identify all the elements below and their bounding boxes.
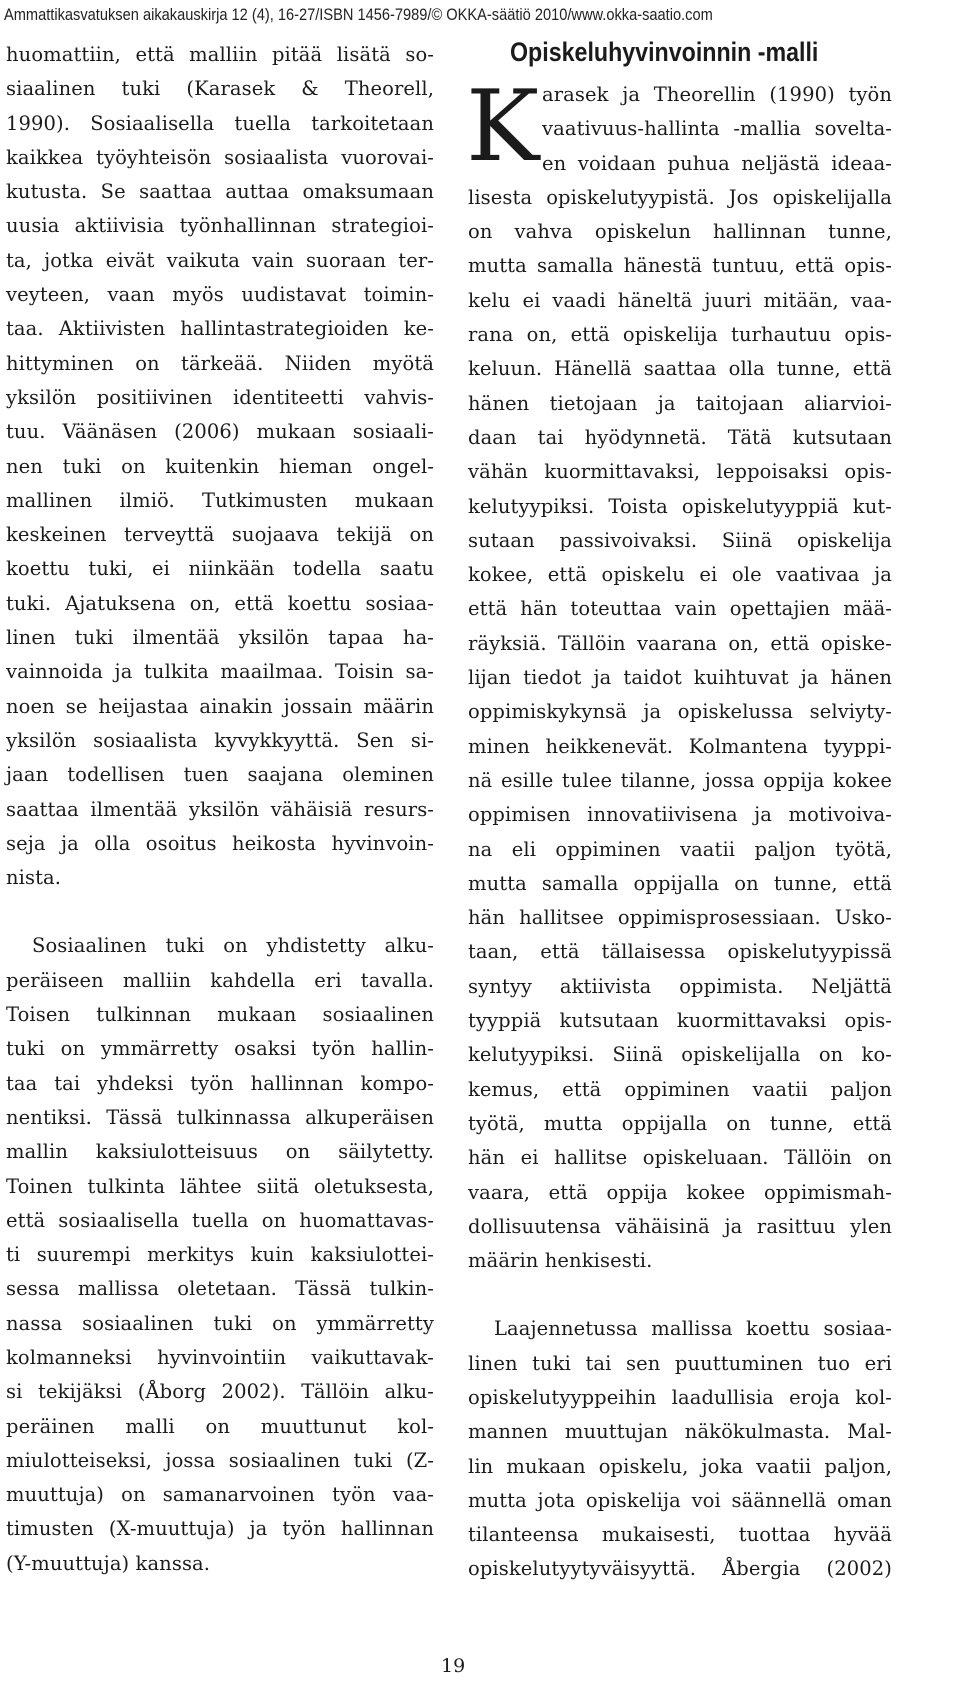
- dropcap-block: [466, 70, 892, 184]
- text-line: kaikkea työyhteisön sosiaalista vuorovai-: [6, 145, 434, 169]
- journal-citation: Ammattikasvatuksen aikakauskirja 12 (4), 16-27/ISBN 1456-7989/© OKKA-säätiö 2010/www.okka-saatio.com: [4, 5, 713, 24]
- text-line: nen tuki on kuitenkin hieman ongel-: [6, 454, 434, 478]
- text-line: Sosiaalinen tuki on yhdistetty alku-: [32, 934, 434, 958]
- text-line: tuu. Väänäsen (2006) mukaan sosiaali-: [6, 420, 434, 444]
- text-line: peräiseen malliin kahdella eri tavalla.: [6, 968, 434, 992]
- right-column: [468, 38, 892, 1587]
- text-line: nassa sosiaalinen tuki on ymmärretty: [6, 1311, 434, 1335]
- paragraph-gap: [468, 1278, 892, 1312]
- text-line: mannen muuttujan näkökulmasta. Mal-: [468, 1420, 892, 1444]
- text-line: huomattiin, että malliin pitää lisätä so-: [6, 43, 434, 66]
- right-paragraph-2: [468, 1312, 892, 1586]
- text-line: kolmanneksi hyvinvointiin vaikuttavak-: [6, 1345, 434, 1369]
- paragraph-gap: [6, 895, 434, 929]
- text-line: muuttuja) on samanarvoinen työn vaa-: [6, 1483, 434, 1507]
- text-line: keluun. Hänellä saattaa olla tunne, että: [468, 357, 892, 381]
- text-line: hänen tietojaan ja taitojaan aliarvioi-: [468, 391, 892, 415]
- text-line: mutta samalla oppijalla on tunne, että: [468, 871, 892, 895]
- text-line: en voidaan puhua neljästä ideaa-: [542, 151, 892, 175]
- text-line: jaan todellisen tuen saajana oleminen: [6, 763, 434, 787]
- text-line: että hän toteuttaa vain opettajien mää-: [468, 597, 892, 621]
- text-line: yksilön sosiaalista kyvykkyyttä. Sen si-: [6, 728, 434, 752]
- text-line: vainnoida ja tulkita maailmaa. Toisin sa-: [6, 660, 434, 684]
- page-number: 19: [441, 1655, 466, 1677]
- text-line: nä esille tulee tilanne, jossa oppija kokee: [468, 768, 892, 792]
- text-line: miulotteiseksi, jossa sosiaalinen tuki (Z-: [6, 1448, 434, 1472]
- text-line: linen tuki ilmentää yksilön tapaa ha-: [6, 626, 434, 650]
- text-line: taan, että tällaisessa opiskelutyypissä: [468, 940, 892, 964]
- text-line: yksilön positiivinen identiteetti vahvis-: [6, 385, 434, 409]
- text-line: (Y-muuttuja) kanssa.: [6, 1551, 211, 1575]
- text-line: sessa mallissa oletetaan. Tässä tulkin-: [6, 1277, 434, 1301]
- text-line: syntyy aktiivista oppimista. Neljättä: [468, 974, 892, 998]
- text-line: mutta jota opiskelija voi säännellä oman: [468, 1488, 892, 1512]
- dropcap-letter: K: [466, 70, 540, 184]
- text-line: mallin kaksiulotteisuus on säilytetty.: [6, 1140, 434, 1164]
- left-paragraph-2: [6, 929, 434, 1581]
- text-line: mutta samalla hänestä tuntuu, että opis-: [468, 254, 892, 278]
- text-line: mallinen ilmiö. Tutkimusten mukaan: [6, 488, 434, 512]
- text-line: kelu ei vaadi häneltä juuri mitään, vaa-: [468, 288, 892, 312]
- text-line: rana on, että opiskelija turhautuu opis-: [468, 323, 892, 347]
- text-line: noen se heijastaa ainakin jossain määrin: [6, 694, 434, 718]
- text-line: dollisuutensa vähäisinä ja rasittuu ylen: [468, 1214, 892, 1238]
- text-line: lisesta opiskelutyypistä. Jos opiskelijalla: [468, 185, 892, 209]
- text-line: siaalinen tuki (Karasek & Theorell,: [6, 77, 434, 101]
- left-paragraph-1: [6, 38, 434, 895]
- text-line: keskeinen terveyttä suojaava tekijä on: [6, 523, 434, 547]
- text-line: opiskelutyytyväisyyttä. Åbergia (2002): [468, 1557, 892, 1581]
- text-line: ta, jotka eivät vaikuta vain suoraan ter-: [6, 248, 434, 272]
- text-line: kelutyypiksi. Siinä opiskelijalla on ko-: [468, 1043, 892, 1067]
- text-line: na eli oppiminen vaatii paljon työtä,: [468, 837, 892, 861]
- text-line: minen heikkenevät. Kolmantena tyyppi-: [468, 734, 892, 758]
- text-line: hän ei hallitse opiskeluaan. Tällöin on: [468, 1146, 892, 1170]
- text-line: Toinen tulkinta lähtee siitä oletuksesta,: [6, 1174, 434, 1198]
- text-line: sutaan passivoivaksi. Siinä opiskelija: [468, 528, 892, 552]
- text-line: hän hallitsee oppimisprosessiaan. Usko-: [468, 906, 892, 930]
- journal-header: [0, 0, 960, 28]
- text-line: timusten (X-muuttuja) ja työn hallinnan: [6, 1517, 434, 1541]
- text-line: arasek ja Theorellin (1990) työn: [542, 83, 892, 106]
- text-line: tilanteensa mukaisesti, tuottaa hyvää: [468, 1523, 892, 1547]
- text-line: räyksiä. Tällöin vaarana on, että opiske-: [468, 631, 892, 655]
- text-line: vaativuus-hallinta -mallia sovelta-: [542, 117, 892, 141]
- text-line: 1990). Sosiaalisella tuella tarkoitetaan: [6, 111, 434, 135]
- text-line: kelutyypiksi. Toista opiskelutyyppiä kut-: [468, 494, 892, 518]
- text-line: kemus, että oppiminen vaatii paljon: [468, 1077, 892, 1101]
- text-line: Laajennetussa mallissa koettu sosiaa-: [494, 1317, 892, 1341]
- section-heading: Opiskeluhyvinvoinnin -malli: [510, 37, 819, 67]
- text-line: että sosiaalisella tuella on huomattavas-: [6, 1208, 434, 1232]
- text-line: nista.: [6, 866, 62, 890]
- left-column: [6, 38, 434, 1581]
- text-line: lin mukaan opiskelu, joka vaatii paljon,: [468, 1454, 892, 1478]
- text-line: saattaa ilmentää yksilön vähäisiä resurs-: [6, 797, 434, 821]
- text-line: opiskelutyyppeihin laadullisia eroja kol-: [468, 1385, 892, 1409]
- text-line: määrin henkisesti.: [468, 1249, 653, 1273]
- text-line: tuki. Ajatuksena on, että koettu sosiaa-: [6, 591, 434, 615]
- text-line: työtä, mutta oppijalla on tunne, että: [468, 1111, 892, 1135]
- text-line: hittyminen on tärkeää. Niiden myötä: [6, 351, 434, 375]
- text-line: ti suurempi merkitys kuin kaksiulottei-: [6, 1243, 434, 1267]
- text-line: vähän kuormittavaksi, leppoisaksi opis-: [468, 460, 892, 484]
- text-line: Toisen tulkinnan mukaan sosiaalinen: [6, 1003, 434, 1027]
- text-line: veyteen, vaan myös uudistavat toimin-: [6, 283, 434, 307]
- text-line: si tekijäksi (Åborg 2002). Tällöin alku-: [6, 1380, 434, 1404]
- text-line: vaara, että oppija kokee oppimismah-: [468, 1180, 892, 1204]
- text-line: uusia aktiivisia työnhallinnan strategioi-: [6, 214, 434, 238]
- right-paragraph-1: [468, 181, 892, 1279]
- text-line: linen tuki tai sen puuttuminen tuo eri: [468, 1351, 892, 1375]
- text-line: kutusta. Se saattaa auttaa omaksumaan: [6, 180, 434, 204]
- text-line: seja ja olla osoitus heikosta hyvinvoin-: [6, 831, 434, 855]
- text-line: tyyppiä kutsutaan kuormittavaksi opis-: [468, 1009, 892, 1033]
- text-line: oppimiskykynsä ja opiskelussa selviyty-: [468, 700, 892, 724]
- text-line: taa. Aktiivisten hallintastrategioiden ke-: [6, 317, 434, 341]
- text-line: oppimisen innovatiivisena ja motivoiva-: [468, 803, 892, 827]
- text-line: lijan tiedot ja taidot kuihtuvat ja hänen: [468, 666, 892, 690]
- text-line: daan tai hyödynnetä. Tätä kutsutaan: [468, 425, 892, 449]
- text-line: on vahva opiskelun hallinnan tunne,: [468, 220, 892, 244]
- text-line: kokee, että opiskelu ei ole vaativaa ja: [468, 563, 892, 587]
- text-line: tuki on ymmärretty osaksi työn hallin-: [6, 1037, 434, 1061]
- text-line: nentiksi. Tässä tulkinnassa alkuperäisen: [6, 1105, 434, 1129]
- text-line: taa tai yhdeksi työn hallinnan kompo-: [6, 1071, 434, 1095]
- text-line: koettu tuki, ei niinkään todella saatu: [6, 557, 434, 581]
- text-line: peräinen malli on muuttunut kol-: [6, 1414, 434, 1438]
